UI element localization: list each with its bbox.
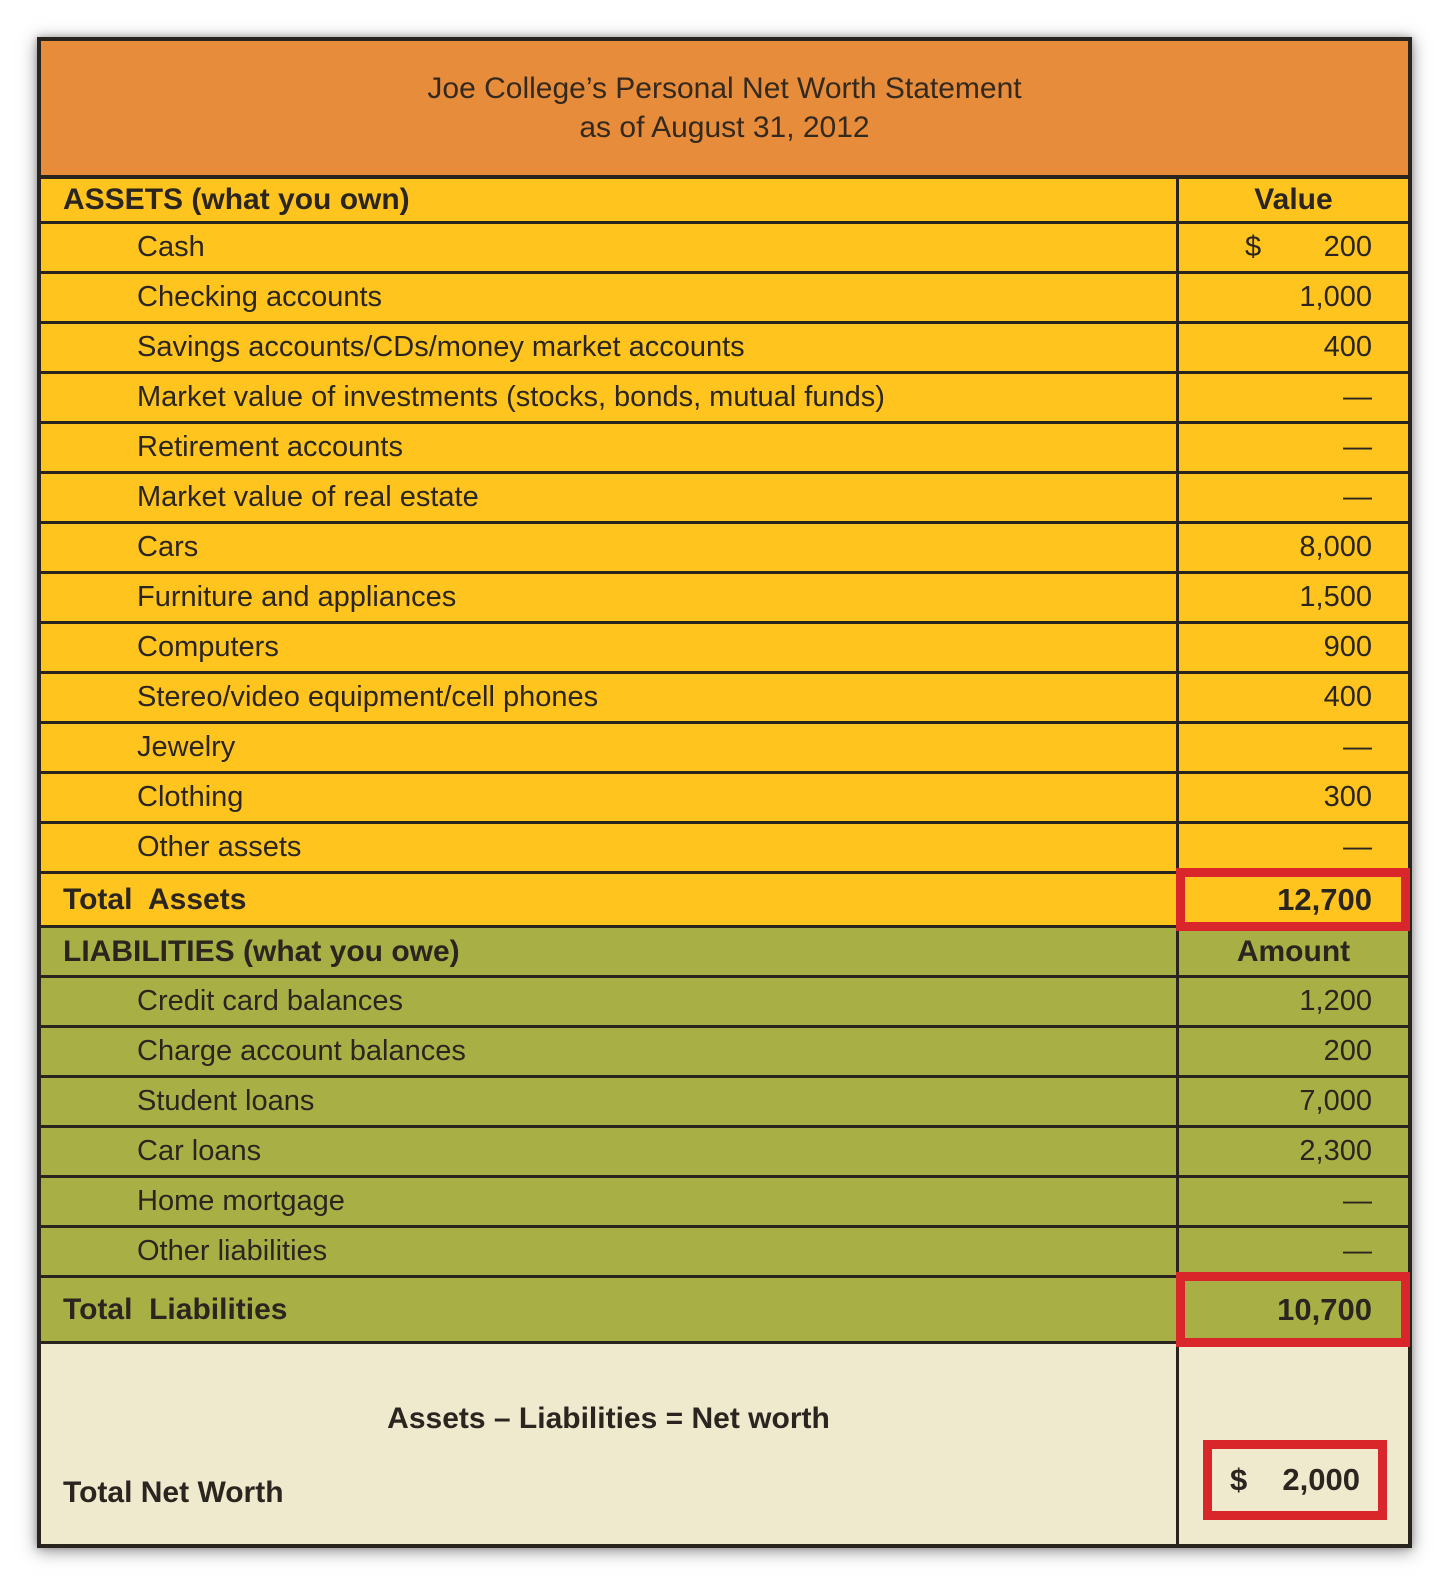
asset-label: Other assets bbox=[137, 831, 302, 863]
asset-row bbox=[41, 521, 1408, 571]
asset-label: Stereo/video equipment/cell phones bbox=[137, 681, 599, 713]
asset-row bbox=[41, 771, 1408, 821]
asset-row bbox=[41, 371, 1408, 421]
asset-value: 1,500 bbox=[1176, 574, 1408, 621]
asset-row bbox=[41, 271, 1408, 321]
currency-symbol: $ bbox=[1230, 1462, 1248, 1497]
net-worth-formula: Assets – Liabilities = Net worth bbox=[387, 1402, 830, 1435]
asset-row bbox=[41, 671, 1408, 721]
asset-value: — bbox=[1176, 474, 1408, 521]
liability-value: — bbox=[1176, 1228, 1408, 1275]
total-assets-value: 12,700 bbox=[1277, 881, 1372, 917]
total-liabilities-value: 10,700 bbox=[1277, 1291, 1372, 1327]
liability-label: Student loans bbox=[137, 1085, 315, 1117]
total-net-worth-label: Total Net Worth bbox=[63, 1476, 284, 1509]
liability-value: 200 bbox=[1176, 1028, 1408, 1075]
asset-row bbox=[41, 221, 1408, 271]
asset-row bbox=[41, 571, 1408, 621]
asset-value: 8,000 bbox=[1176, 524, 1408, 571]
net-worth-left-panel bbox=[41, 1344, 1176, 1544]
liability-value: 1,200 bbox=[1176, 978, 1408, 1025]
asset-value-cell bbox=[1176, 224, 1408, 271]
asset-value: — bbox=[1176, 374, 1408, 421]
total-liabilities-value-cell bbox=[1176, 1278, 1408, 1341]
asset-value: 1,000 bbox=[1176, 274, 1408, 321]
liability-label: Home mortgage bbox=[137, 1185, 345, 1217]
asset-label: Market value of real estate bbox=[137, 481, 479, 513]
liability-row bbox=[41, 1025, 1408, 1075]
total-assets-row bbox=[41, 871, 1408, 925]
asset-row bbox=[41, 471, 1408, 521]
asset-value: — bbox=[1176, 724, 1408, 771]
liability-value: 7,000 bbox=[1176, 1078, 1408, 1125]
asset-label: Computers bbox=[137, 631, 279, 663]
statement-date: as of August 31, 2012 bbox=[579, 111, 870, 144]
liability-row bbox=[41, 1075, 1408, 1125]
asset-row bbox=[41, 421, 1408, 471]
asset-label: Checking accounts bbox=[137, 281, 383, 313]
assets-value-column-header: Value bbox=[1176, 179, 1408, 221]
asset-value: 400 bbox=[1176, 674, 1408, 721]
asset-label: Market value of investments (stocks, bonds, mutual funds) bbox=[137, 381, 885, 413]
liability-row bbox=[41, 1125, 1408, 1175]
liability-value: 2,300 bbox=[1176, 1128, 1408, 1175]
liability-row bbox=[41, 975, 1408, 1025]
net-worth-statement bbox=[37, 37, 1412, 1548]
total-liabilities-label: Total Liabilities bbox=[63, 1292, 288, 1326]
assets-header-row bbox=[41, 175, 1408, 221]
asset-row bbox=[41, 321, 1408, 371]
asset-row bbox=[41, 621, 1408, 671]
liability-label: Car loans bbox=[137, 1135, 262, 1167]
asset-value: 200 bbox=[1323, 231, 1372, 263]
asset-label: Clothing bbox=[137, 781, 244, 813]
statement-title-bar bbox=[41, 41, 1408, 175]
asset-value: — bbox=[1176, 424, 1408, 471]
total-net-worth-value: 2,000 bbox=[1282, 1462, 1360, 1497]
liability-row bbox=[41, 1225, 1408, 1275]
liabilities-value-column-header: Amount bbox=[1176, 928, 1408, 975]
asset-row bbox=[41, 721, 1408, 771]
asset-label: Retirement accounts bbox=[137, 431, 403, 463]
liability-value: — bbox=[1176, 1178, 1408, 1225]
net-worth-section bbox=[41, 1341, 1408, 1544]
asset-label: Cash bbox=[137, 231, 205, 263]
asset-value: 400 bbox=[1176, 324, 1408, 371]
assets-section-header: ASSETS (what you own) bbox=[63, 183, 410, 216]
liabilities-section-header: LIABILITIES (what you owe) bbox=[63, 934, 460, 968]
net-worth-value-column bbox=[1176, 1344, 1408, 1544]
asset-label: Cars bbox=[137, 531, 199, 563]
asset-value: — bbox=[1176, 824, 1408, 871]
asset-value: 900 bbox=[1176, 624, 1408, 671]
asset-value: 300 bbox=[1176, 774, 1408, 821]
total-net-worth-highlight-box bbox=[1203, 1440, 1387, 1520]
asset-row bbox=[41, 821, 1408, 871]
liability-label: Other liabilities bbox=[137, 1235, 328, 1267]
total-assets-label: Total Assets bbox=[63, 882, 247, 916]
liabilities-header-row bbox=[41, 925, 1408, 975]
liability-row bbox=[41, 1175, 1408, 1225]
total-assets-value-cell bbox=[1176, 874, 1408, 925]
liability-label: Credit card balances bbox=[137, 985, 403, 1017]
asset-label: Jewelry bbox=[137, 731, 236, 763]
currency-symbol: $ bbox=[1245, 231, 1262, 263]
statement-title: Joe College’s Personal Net Worth Statement bbox=[427, 72, 1022, 105]
asset-label: Savings accounts/CDs/money market accounts bbox=[137, 331, 745, 363]
liability-label: Charge account balances bbox=[137, 1035, 466, 1067]
total-liabilities-row bbox=[41, 1275, 1408, 1341]
asset-label: Furniture and appliances bbox=[137, 581, 457, 613]
